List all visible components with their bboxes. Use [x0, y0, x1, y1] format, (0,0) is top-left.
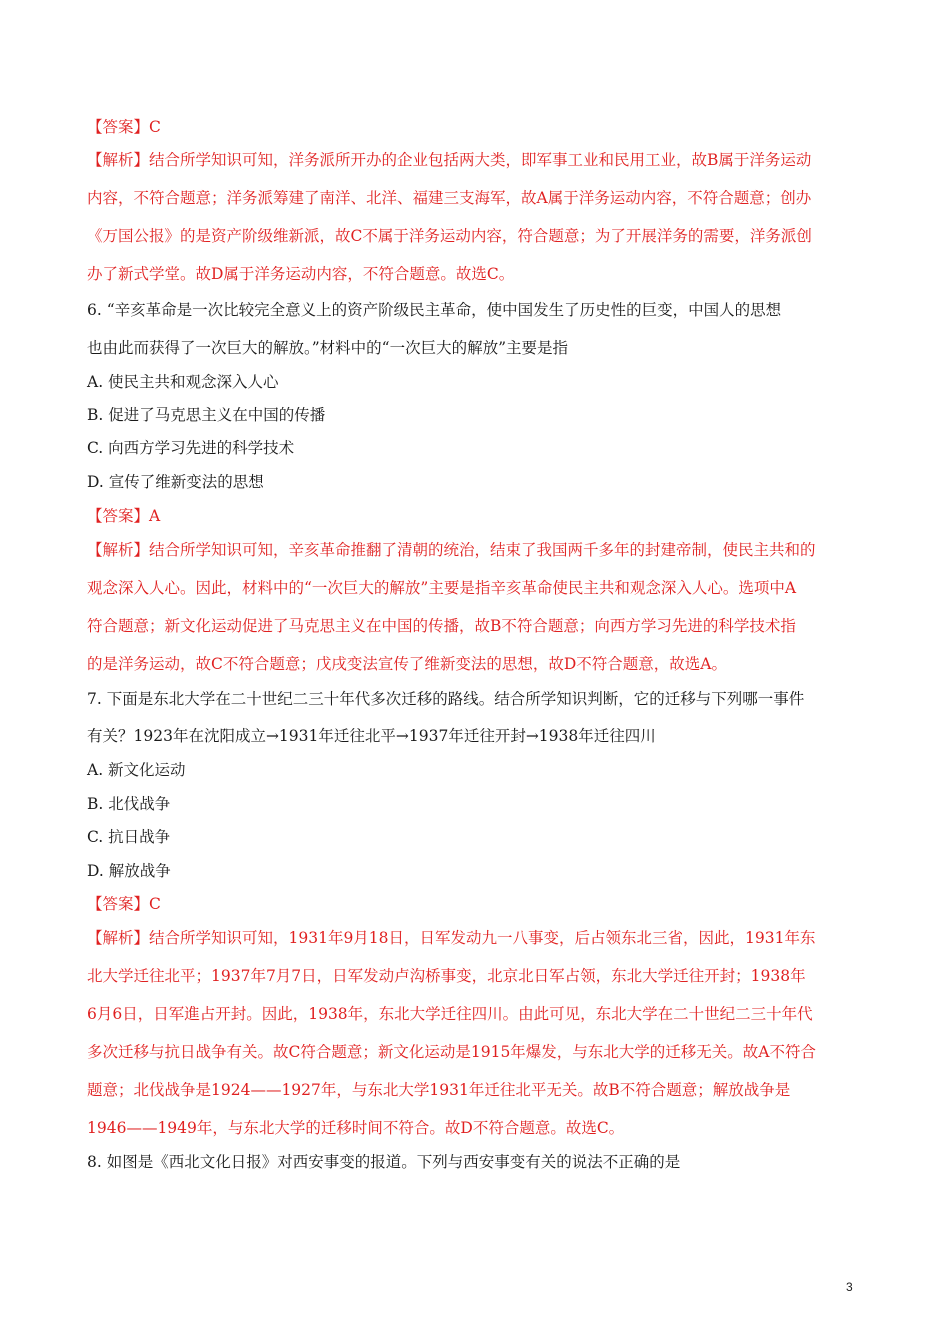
analysis-line: 办了新式学堂。故D属于洋务运动内容，不符合题意。故选C。: [87, 265, 515, 283]
analysis-line: 【解析】结合所学知识可知，洋务派所开办的企业包括两大类，即军事工业和民用工业，故B属于洋务运动: [87, 151, 812, 169]
analysis-line: 1946——1949年，与东北大学的迁移时间不符合。故D不符合题意。故选C。: [87, 1119, 625, 1137]
question-6-line: 6. “辛亥革命是一次比较完全意义上的资产阶级民主革命，使中国发生了历史性的巨变，中国人的思想: [87, 301, 782, 319]
analysis-line: 观念深入人心。因此，材料中的“一次巨大的解放”主要是指辛亥革命使民主共和观念深入人心。选项中A: [87, 579, 797, 597]
page-number: 3: [846, 1280, 853, 1294]
option-item: C. 抗日战争: [87, 828, 171, 846]
question-8-line: 8. 如图是《西北文化日报》对西安事变的报道。下列与西安事变有关的说法不正确的是: [87, 1153, 681, 1171]
analysis-line: 多次迁移与抗日战争有关。故C符合题意；新文化运动是1915年爆发，与东北大学的迁移无关。故A不符合: [87, 1043, 817, 1061]
analysis-line: 《万国公报》的是资产阶级维新派，故C不属于洋务运动内容，符合题意；为了开展洋务的需要，洋务派创: [87, 227, 812, 245]
analysis-line: 【解析】结合所学知识可知，辛亥革命推翻了清朝的统治，结束了我国两千多年的封建帝制，使民主共和的: [87, 541, 816, 559]
question-7-line: 7. 下面是东北大学在二十世纪二三十年代多次迁移的路线。结合所学知识判断，它的迁移与下列哪一事件: [87, 690, 805, 708]
option-item: C. 向西方学习先进的科学技术: [87, 439, 295, 457]
analysis-line: 题意；北伐战争是1924——1927年，与东北大学1931年迁往北平无关。故B不符合题意；解放战争是: [87, 1081, 791, 1099]
analysis-line: 6月6日，日军進占开封。因此，1938年，东北大学迁往四川。由此可见，东北大学在二十世纪二三十年代: [87, 1005, 813, 1023]
answer-label-q7: 【答案】C: [87, 895, 161, 913]
option-item: B. 促进了马克思主义在中国的传播: [87, 406, 326, 424]
answer-label-q5: 【答案】C: [87, 118, 161, 136]
analysis-line: 的是洋务运动，故C不符合题意；戊戌变法宣传了维新变法的思想，故D不符合题意，故选A。: [87, 655, 727, 673]
answer-label-q6: 【答案】A: [87, 507, 161, 525]
option-item: A. 使民主共和观念深入人心: [87, 373, 279, 391]
analysis-line: 内容，不符合题意；洋务派筹建了南洋、北洋、福建三支海军，故A属于洋务运动内容，不符合题意；创办: [87, 189, 812, 207]
option-item: A. 新文化运动: [87, 761, 186, 779]
option-item: B. 北伐战争: [87, 795, 171, 813]
analysis-line: 【解析】结合所学知识可知，1931年9月18日，日军发动九一八事变，后占领东北三省，因此，1931年东: [87, 929, 816, 947]
analysis-line: 北大学迁往北平；1937年7月7日，日军发动卢沟桥事变，北京北日军占领，东北大学迁往开封；1938年: [87, 967, 806, 985]
analysis-line: 符合题意；新文化运动促进了马克思主义在中国的传播，故B不符合题意；向西方学习先进的科学技术指: [87, 617, 796, 635]
question-7-line: 有关？1923年在沈阳成立→1931年迁往北平→1937年迁往开封→1938年迁往四川: [87, 727, 656, 745]
option-item: D. 解放战争: [87, 862, 171, 880]
option-item: D. 宣传了维新变法的思想: [87, 473, 264, 491]
question-6-line: 也由此而获得了一次巨大的解放。”材料中的“一次巨大的解放”主要是指: [87, 339, 569, 357]
